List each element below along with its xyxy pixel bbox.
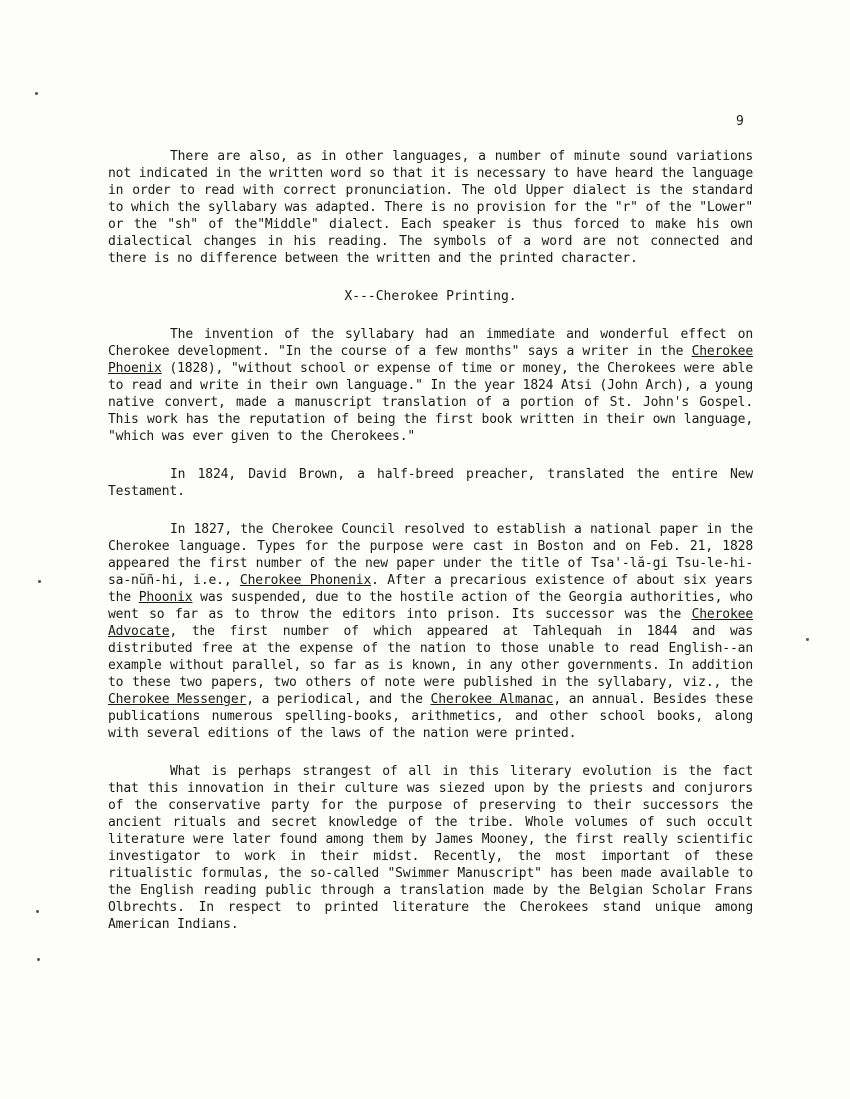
text-run: (1828), "without school or expense of time or money, the Cherokees were able to read and write in their own language." In the year 1824 Atsi (John Arch), a young native convert, made a manuscript translation of a portion of St. John's Gospel. This work has the reputation of being the first book written in their own language, "which was ever given to the Cherokees.": [108, 361, 753, 444]
text-run: was suspended, due to the hostile action of the Georgia authorities, who went so far as to throw the editors into prison. Its successor was the: [108, 590, 753, 622]
paragraph-national-paper: [108, 521, 753, 742]
text-run: , a periodical, and the: [246, 692, 431, 707]
margin-mark: [806, 638, 809, 641]
margin-mark: [38, 580, 41, 583]
text-run: , an annual. Besides these publications numerous spelling-books, arithmetics, and other school books, along with several editions of the laws of the nation were printed.: [108, 692, 754, 741]
text-run: , the first number of which appeared at Tahlequah in 1844 and was distributed free at the expense of the nation to those unable to read English--an example without parallel, so far as is known, in any other governments. In addition to these two papers, two others of note were published in the syllabary, viz., the: [108, 624, 753, 690]
page-number: 9: [736, 114, 744, 129]
paragraph-syllabary-effect: [108, 326, 753, 445]
section-heading: X---Cherokee Printing.: [344, 289, 517, 304]
text-run: The invention of the syllabary had an immediate and wonderful effect on Cherokee development. "In the course of a few months" says a writer in the: [108, 327, 753, 359]
margin-mark: [37, 958, 40, 961]
text-run: . After a precarious existence of about six years the: [108, 573, 753, 605]
publication-title: Cherokee Almanac: [430, 692, 554, 707]
paragraph-literary-evolution: What is perhaps strangest of all in this literary evolution is the fact that this innovation in their culture was siezed upon by the priests and conjurors of the conservative party for the purpose of preserving to their successors the ancient rituals and secret knowledge of the tribe. Whole volumes of such occult literature were later found among them by James Mooney, the first really scientific investigator to work in their midst. Recently, the most important of these ritualistic formulas, the so-called "Swimmer Manuscript" has been made available to the English reading public through a translation made by the Belgian Scholar Frans Olbrechts. In respect to printed literature the Cherokees stand unique among American Indians.: [108, 764, 753, 932]
margin-mark: [36, 910, 39, 913]
publication-title: Cherokee Phoenix: [108, 344, 753, 376]
body-text: [108, 148, 753, 954]
publication-title: Cherokee Phonenix: [239, 573, 372, 588]
paragraph-new-testament: In 1824, David Brown, a half-breed preacher, translated the entire New Testament.: [108, 467, 753, 499]
text-run: In 1827, the Cherokee Council resolved to establish a national paper in the Cherokee language. Types for the purpose were cast in Boston and on Feb. 21, 1828 appeared the first number of the new paper under the title of Tsa'-lă-gi Tsu-le-hi-sa-nŭñ-hi, i.e.,: [108, 522, 753, 588]
paragraph-dialects: There are also, as in other languages, a number of minute sound variations not indicated in the written word so that it is necessary to have heard the language in order to read with correct pronunciation. The old Upper dialect is the standard to which the syllabary was adapted. There is no provision for the "r" of the "Lower" or the "sh" of the"Middle" dialect. Each speaker is thus forced to make his own dialectical changes in his reading. The symbols of a word are not connected and there is no difference between the written and the printed character.: [108, 149, 753, 266]
margin-mark: [35, 92, 38, 95]
publication-title: Cherokee Advocate: [108, 607, 753, 639]
publication-title: Phoonix: [138, 590, 193, 605]
publication-title: Cherokee Messenger: [108, 692, 247, 707]
